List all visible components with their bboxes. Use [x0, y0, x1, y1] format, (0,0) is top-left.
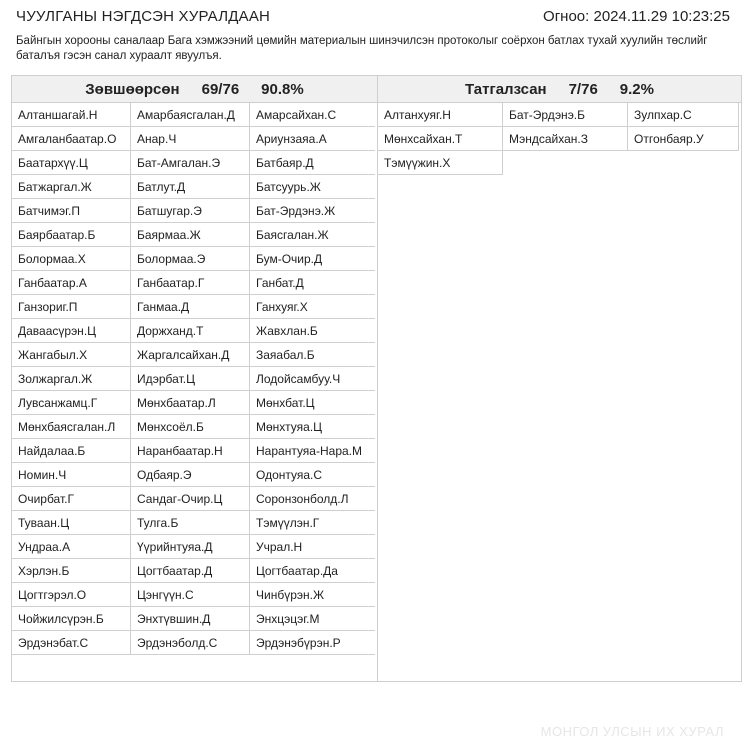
member-name-cell: Мөнхтуяа.Ц — [250, 415, 375, 439]
member-name-cell: Бат-Амгалан.Э — [131, 151, 250, 175]
rejected-names-grid — [378, 103, 741, 175]
member-name-cell: Найдалаа.Б — [12, 439, 131, 463]
member-name-cell: Тулга.Б — [131, 511, 250, 535]
approved-panel — [11, 75, 378, 682]
member-name-cell: Цогтбаатар.Да — [250, 559, 375, 583]
member-name-cell: Номин.Ч — [12, 463, 131, 487]
member-name-cell: Батсуурь.Ж — [250, 175, 375, 199]
member-name-cell: Учрал.Н — [250, 535, 375, 559]
member-name-cell: Цогтгэрэл.О — [12, 583, 131, 607]
member-name-cell: Мөнхсайхан.Т — [378, 127, 503, 151]
member-name-cell: Баясгалан.Ж — [250, 223, 375, 247]
approved-percent: 90.8% — [261, 80, 304, 98]
member-name-cell: Золжаргал.Ж — [12, 367, 131, 391]
member-name-cell: Наранбаатар.Н — [131, 439, 250, 463]
approved-header — [12, 76, 377, 103]
member-name-cell: Баярмаа.Ж — [131, 223, 250, 247]
member-name-cell: Болормаа.Х — [12, 247, 131, 271]
member-name-cell: Сандаг-Очир.Ц — [131, 487, 250, 511]
member-name-cell: Үүрийнтуяа.Д — [131, 535, 250, 559]
member-name-cell: Ганмаа.Д — [131, 295, 250, 319]
member-name-cell: Батшугар.Э — [131, 199, 250, 223]
approved-names-grid — [12, 103, 377, 655]
member-name-cell: Батлут.Д — [131, 175, 250, 199]
member-name-cell: Бат-Эрдэнэ.Б — [503, 103, 628, 127]
member-name-cell: Тэмүүлэн.Г — [250, 511, 375, 535]
member-name-cell: Цэнгүүн.С — [131, 583, 250, 607]
member-name-cell: Амарсайхан.С — [250, 103, 375, 127]
rejected-panel — [377, 75, 742, 682]
member-name-cell: Батчимэг.П — [12, 199, 131, 223]
member-name-cell: Ганбаатар.Г — [131, 271, 250, 295]
member-name-cell: Алтаншагай.Н — [12, 103, 131, 127]
member-name-cell: Даваасүрэн.Ц — [12, 319, 131, 343]
member-name-cell: Чойжилсүрэн.Б — [12, 607, 131, 631]
member-name-cell: Мөнхбаясгалан.Л — [12, 415, 131, 439]
member-name-cell: Мөнхбат.Ц — [250, 391, 375, 415]
member-name-cell: Анар.Ч — [131, 127, 250, 151]
page-title: ЧУУЛГАНЫ НЭГДСЭН ХУРАЛДААН — [16, 8, 271, 25]
member-name-cell: Мэндсайхан.З — [503, 127, 628, 151]
member-name-cell: Жавхлан.Б — [250, 319, 375, 343]
member-name-cell: Доржханд.Т — [131, 319, 250, 343]
member-name-cell: Соронзонболд.Л — [250, 487, 375, 511]
member-name-cell: Очирбат.Г — [12, 487, 131, 511]
member-name-cell: Бат-Эрдэнэ.Ж — [250, 199, 375, 223]
member-name-cell: Жангабыл.Х — [12, 343, 131, 367]
member-name-cell: Ундраа.А — [12, 535, 131, 559]
member-name-cell: Эрдэнэболд.С — [131, 631, 250, 655]
member-name-cell: Амгаланбаатар.О — [12, 127, 131, 151]
member-name-cell: Нарантуяа-Нара.М — [250, 439, 375, 463]
member-name-cell: Батжаргал.Ж — [12, 175, 131, 199]
member-name-cell: Идэрбат.Ц — [131, 367, 250, 391]
member-name-cell: Туваан.Ц — [12, 511, 131, 535]
member-name-cell: Лодойсамбуу.Ч — [250, 367, 375, 391]
member-name-cell: Ганзориг.П — [12, 295, 131, 319]
member-name-cell: Ганбаатар.А — [12, 271, 131, 295]
member-name-cell: Батбаяр.Д — [250, 151, 375, 175]
rejected-percent: 9.2% — [619, 80, 654, 98]
member-name-cell: Амарбаясгалан.Д — [131, 103, 250, 127]
member-name-cell: Ганхуяг.Х — [250, 295, 375, 319]
member-name-cell: Алтанхуяг.Н — [378, 103, 503, 127]
rejected-label: Татгалзсан — [464, 80, 547, 98]
member-name-cell: Энхтүвшин.Д — [131, 607, 250, 631]
member-name-cell: Мөнхбаатар.Л — [131, 391, 250, 415]
member-name-cell: Жаргалсайхан.Д — [131, 343, 250, 367]
session-date: Огноо: 2024.11.29 10:23:25 — [543, 8, 730, 25]
member-name-cell: Баярбаатар.Б — [12, 223, 131, 247]
member-name-cell: Эрдэнэбүрэн.Р — [250, 631, 375, 655]
member-name-cell: Тэмүүжин.Х — [378, 151, 503, 175]
member-name-cell: Цогтбаатар.Д — [131, 559, 250, 583]
member-name-cell: Лувсанжамц.Г — [12, 391, 131, 415]
member-name-cell: Ганбат.Д — [250, 271, 375, 295]
member-name-cell: Баатархүү.Ц — [12, 151, 131, 175]
rejected-header — [378, 76, 741, 103]
member-name-cell: Чинбүрэн.Ж — [250, 583, 375, 607]
member-name-cell: Мөнхсоёл.Б — [131, 415, 250, 439]
watermark: МОНГОЛ УЛСЫН ИХ ХУРАЛ — [540, 724, 724, 739]
approved-count: 69/76 — [201, 80, 240, 98]
member-name-cell: Одонтуяа.С — [250, 463, 375, 487]
vote-description: Байнгын хорооны саналаар Бага хэмжээний цөмийн материалын шинэчилсэн протоколыг соёрхон батлах тухай хуулийн төслийг баталъя гэсэн санал хураалт явуулъя. — [16, 35, 708, 62]
member-name-cell: Отгонбаяр.У — [628, 127, 739, 151]
member-name-cell: Хэрлэн.Б — [12, 559, 131, 583]
member-name-cell: Болормаа.Э — [131, 247, 250, 271]
approved-label: Зөвшөөрсөн — [85, 80, 180, 98]
member-name-cell: Зулпхар.С — [628, 103, 739, 127]
member-name-cell: Одбаяр.Э — [131, 463, 250, 487]
member-name-cell: Заяабал.Б — [250, 343, 375, 367]
rejected-count: 7/76 — [568, 80, 598, 98]
header — [14, 8, 732, 28]
member-name-cell: Эрдэнэбат.С — [12, 631, 131, 655]
member-name-cell: Ариунзаяа.А — [250, 127, 375, 151]
member-name-cell: Бум-Очир.Д — [250, 247, 375, 271]
member-name-cell: Энхцэцэг.М — [250, 607, 375, 631]
